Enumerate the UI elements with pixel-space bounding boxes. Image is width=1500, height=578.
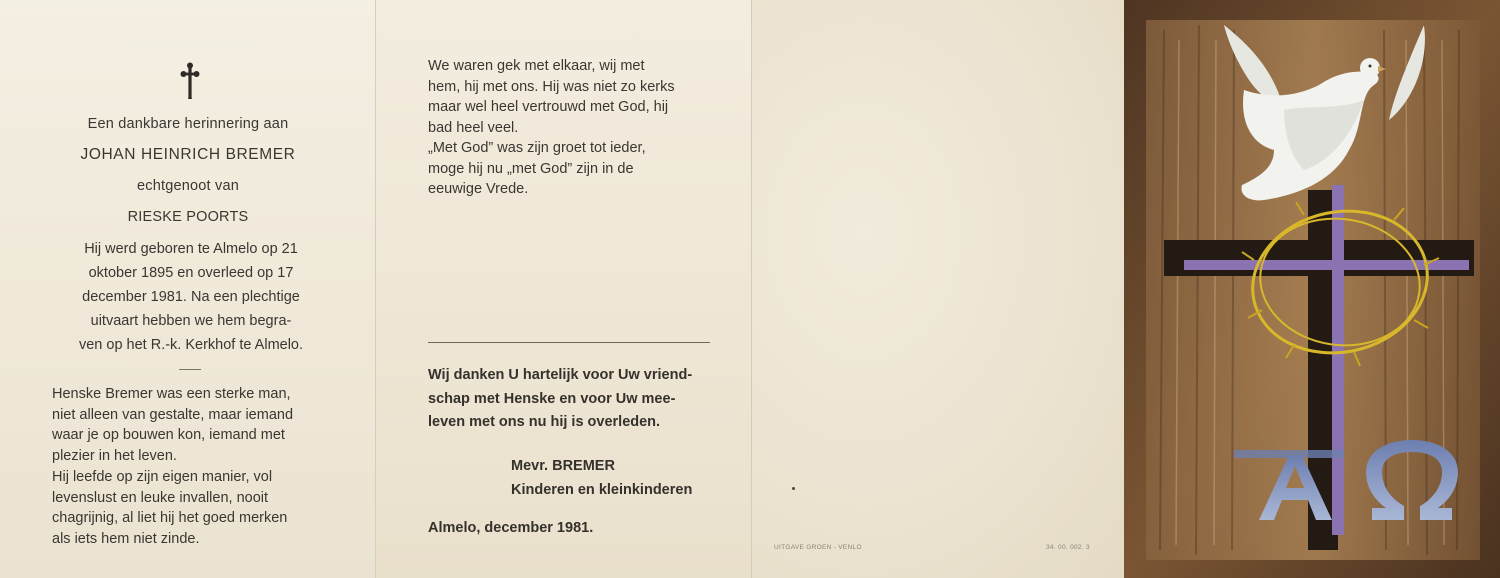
print-code: 34. 00. 002. 3: [1046, 544, 1090, 551]
biography: [64, 237, 318, 357]
signature: [511, 454, 731, 502]
paper-speck: [792, 487, 795, 490]
text-line: moge hij nu „met God” zijn in de: [428, 160, 634, 177]
cross-ornament-icon: [180, 62, 200, 100]
text-line: schap met Henske en voor Uw mee-: [428, 390, 676, 407]
relation-text: echtgenoot van: [137, 178, 239, 194]
text-line: hem, hij met ons. Hij was niet zo kerks: [428, 78, 675, 95]
text-line: niet alleen van gestalte, maar iemand: [52, 406, 294, 423]
middle-panel: [376, 0, 752, 578]
reflection-paragraph-1: [428, 56, 710, 138]
bio-line: ven op het R.-k. Kerkhof te Almelo.: [78, 337, 304, 353]
memory-paragraph-2: [52, 467, 332, 549]
back-panel: [752, 0, 1124, 578]
text-line: levenslust en leuke invallen, nooit: [52, 489, 269, 506]
text-line: plezier in het leven.: [52, 447, 177, 464]
signature-name: Mevr. BREMER: [511, 458, 615, 474]
memory-paragraph-1: [52, 384, 332, 466]
separator-line: [428, 342, 710, 343]
intro-text: Een dankbare herinnering aan: [87, 116, 289, 132]
bio-line: oktober 1895 en overleed op 17: [88, 265, 294, 281]
signature-family: Kinderen en kleinkinderen: [511, 482, 693, 498]
text-line: leven met ons nu hij is overleden.: [428, 414, 661, 430]
text-line: chagrijnig, al liet hij het goed merken: [52, 510, 288, 526]
text-line: waar je op bouwen kon, iemand met: [52, 427, 285, 443]
text-line: „Met God” was zijn groet tot ieder,: [428, 140, 646, 156]
divider: [179, 369, 201, 370]
artwork-illustration: [1124, 0, 1500, 578]
text-line: als iets hem niet zinde.: [52, 530, 200, 547]
text-line: We waren gek met elkaar, wij met: [428, 58, 645, 74]
bio-line: december 1981. Na een plechtige: [82, 289, 300, 305]
reflection-paragraph-2: [428, 138, 710, 200]
text-line: bad heel veel.: [428, 119, 519, 136]
place-date: Almelo, december 1981.: [428, 520, 594, 536]
publisher-imprint: UITGAVE GROEN - VENLO: [774, 544, 862, 551]
bio-line: uitvaart hebben we hem begra-: [90, 313, 292, 329]
left-panel: [0, 0, 376, 578]
spouse-name: RIESKE POORTS: [127, 209, 249, 225]
bio-line: Hij werd geboren te Almelo op 21: [84, 241, 298, 257]
text-line: Wij danken U hartelijk voor Uw vriend-: [428, 367, 693, 383]
cross-icon: [1332, 185, 1344, 535]
text-line: Hij leefde op zijn eigen manier, vol: [52, 469, 273, 485]
deceased-name: JOHAN HEINRICH BREMER: [80, 146, 296, 163]
thanks-message: [428, 364, 710, 435]
text-line: Henske Bremer was een sterke man,: [52, 386, 291, 402]
cover-artwork: [1124, 0, 1500, 578]
text-line: maar wel heel vertrouwd met God, hij: [428, 99, 669, 115]
text-line: eeuwige Vrede.: [428, 181, 529, 197]
